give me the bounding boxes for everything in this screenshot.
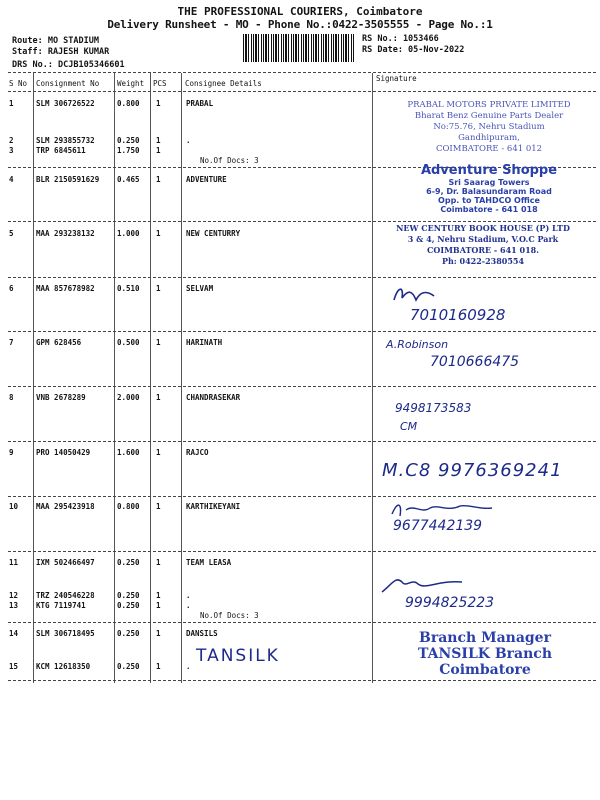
row-pcs: 1 — [156, 136, 161, 145]
row-sno: 10 — [9, 502, 19, 511]
row-consignee: DANSILS — [186, 629, 218, 638]
row-separator — [8, 277, 596, 278]
row-consignment: IXM 502466497 — [36, 558, 95, 567]
table-row — [0, 175, 372, 187]
row-pcs: 1 — [156, 338, 161, 347]
row-sno: 13 — [9, 601, 19, 610]
col-header-consignment: Consignment No — [36, 79, 100, 88]
row-pcs: 1 — [156, 591, 161, 600]
table-row — [0, 99, 372, 111]
row-sno: 9 — [9, 448, 14, 457]
table-row — [0, 229, 372, 241]
row-consignment: KCM 12618350 — [36, 662, 91, 671]
col-header-sno: S No — [9, 79, 28, 88]
row-separator — [8, 386, 596, 387]
header-rule — [8, 91, 596, 92]
row-consignment: MAA 857678982 — [36, 284, 95, 293]
row-weight: 0.250 — [117, 558, 140, 567]
rs-date: RS Date: 05-Nov-2022 — [362, 45, 465, 55]
row-sno: 15 — [9, 662, 19, 671]
row-consignee: . — [186, 591, 191, 600]
table-row — [0, 146, 372, 158]
row-consignee: NEW CENTURRY — [186, 229, 241, 238]
row-weight: 1.750 — [117, 146, 140, 155]
row-weight: 0.465 — [117, 175, 140, 184]
row-pcs: 1 — [156, 502, 161, 511]
row-consignee: . — [186, 601, 191, 610]
stamp-line: Adventure Shoppe — [420, 163, 558, 178]
row-consignment: GPM 628456 — [36, 338, 82, 347]
stamp-line: Sri Saarag Towers — [448, 178, 530, 187]
row-weight: 0.510 — [117, 284, 140, 293]
row-pcs: 1 — [156, 393, 161, 402]
row-sno: 14 — [9, 629, 19, 638]
col-header-weight: Weight — [117, 79, 145, 88]
stamp-line: COIMBATORE - 641 012 — [435, 144, 543, 154]
row-weight: 0.250 — [117, 601, 140, 610]
row-pcs: 1 — [156, 175, 161, 184]
row-consignment: KTG 7119741 — [36, 601, 86, 610]
row-weight: 0.250 — [117, 591, 140, 600]
row-consignee: TEAM LEASA — [186, 558, 232, 567]
stamp-line: NEW CENTURY BOOK HOUSE (P) LTD — [396, 223, 570, 233]
row-weight: 0.500 — [117, 338, 140, 347]
stamp-line: Gandhipuram, — [458, 133, 520, 143]
row-weight: 0.800 — [117, 502, 140, 511]
signature-scribble — [378, 574, 468, 596]
table-row — [0, 448, 372, 460]
row-pcs: 1 — [156, 99, 161, 108]
row-separator — [8, 331, 596, 332]
row-consignment: SLM 306718495 — [36, 629, 95, 638]
row-weight: 1.000 — [117, 229, 140, 238]
stamp-line: 6-9, Dr. Balasundaram Road — [426, 187, 552, 196]
row-consignee: . — [186, 662, 191, 671]
row-pcs: 1 — [156, 229, 161, 238]
handwritten-phone: 7010666475 — [430, 354, 520, 370]
row-pcs: 1 — [156, 146, 161, 155]
row-sno: 2 — [9, 136, 14, 145]
handwritten-name: A.Robinson — [386, 338, 449, 351]
row-consignee: CHANDRASEKAR — [186, 393, 241, 402]
stamp-line: PRABAL MOTORS PRIVATE LIMITED — [407, 100, 571, 110]
row-weight: 0.800 — [117, 99, 140, 108]
row-pcs: 1 — [156, 558, 161, 567]
row-pcs: 1 — [156, 284, 161, 293]
row-separator — [8, 551, 596, 552]
drs-number: DRS No.: DCJB105346601 — [12, 60, 125, 70]
row-separator — [8, 680, 596, 681]
row-consignment: SLM 293855732 — [36, 136, 95, 145]
table-row — [0, 629, 372, 641]
row-separator — [8, 496, 596, 497]
adventure-stamp — [384, 163, 594, 214]
table-row — [0, 393, 372, 405]
staff-label: Staff: RAJESH KUMAR — [12, 47, 110, 57]
table-row — [0, 662, 372, 674]
table-row — [0, 338, 372, 350]
row-pcs: 1 — [156, 448, 161, 457]
row-sno: 6 — [9, 284, 14, 293]
table-row — [0, 601, 372, 613]
table-row — [0, 502, 372, 514]
table-top-rule — [8, 72, 596, 73]
signature-scribble — [390, 284, 440, 306]
docs-count: No.Of Docs: 3 — [200, 611, 259, 620]
row-consignee: SELVAM — [186, 284, 214, 293]
row-weight: 2.000 — [117, 393, 140, 402]
row-consignee: KARTHIKEYANI — [186, 502, 241, 511]
route-label: Route: MO STADIUM — [12, 36, 99, 46]
handwritten-phone: 9994825223 — [405, 595, 495, 611]
row-sno: 3 — [9, 146, 14, 155]
row-separator — [8, 622, 596, 623]
row-sno: 12 — [9, 591, 19, 600]
table-row — [0, 558, 372, 570]
handwritten-phone: 9498173583 — [395, 401, 472, 415]
barcode — [243, 34, 355, 62]
col-header-pcs: PCS — [153, 79, 167, 88]
handwritten-signature: TANSILK — [196, 646, 280, 666]
rs-number: RS No.: 1053466 — [362, 34, 439, 44]
handwritten-initials: CM — [400, 420, 418, 433]
stamp-line: No:75.76, Nehru Stadium — [433, 122, 545, 132]
row-sno: 1 — [9, 99, 14, 108]
table-row — [0, 284, 372, 296]
row-consignment: MAA 295423918 — [36, 502, 95, 511]
stamp-line: Ph: 0422-2380554 — [441, 256, 525, 266]
stamp-line: TANSILK Branch — [417, 646, 553, 662]
stamp-line: Coimbatore — [439, 662, 531, 678]
row-pcs: 1 — [156, 601, 161, 610]
row-weight: 0.250 — [117, 662, 140, 671]
row-weight: 1.600 — [117, 448, 140, 457]
tansilk-stamp — [395, 630, 575, 678]
col-header-signature: Signature — [376, 74, 417, 83]
row-pcs: 1 — [156, 662, 161, 671]
stamp-line: COIMBATORE - 641 018. — [427, 245, 539, 255]
row-consignment: SLM 306726522 — [36, 99, 95, 108]
stamp-line: Coimbatore - 641 018 — [440, 205, 538, 214]
col-divider — [372, 73, 373, 683]
row-pcs: 1 — [156, 629, 161, 638]
row-sno: 5 — [9, 229, 14, 238]
row-sno: 4 — [9, 175, 14, 184]
row-consignee: RAJCO — [186, 448, 209, 457]
row-consignment: MAA 293238132 — [36, 229, 95, 238]
col-header-consignee: Consignee Details — [185, 79, 262, 88]
row-consignment: TRZ 240546228 — [36, 591, 95, 600]
row-weight: 0.250 — [117, 136, 140, 145]
stamp-line: Bharat Benz Genuine Parts Dealer — [414, 111, 564, 121]
handwritten-phone: M.C8 9976369241 — [382, 460, 563, 481]
runsheet-title: Delivery Runsheet - MO - Phone No.:0422-3505555 - Page No.:1 — [107, 18, 493, 31]
row-weight: 0.250 — [117, 629, 140, 638]
stamp-line: Opp. to TAHDCO Office — [438, 196, 540, 205]
row-sno: 11 — [9, 558, 19, 567]
row-separator — [8, 441, 596, 442]
row-consignment: TRP 6845611 — [36, 146, 86, 155]
stamp-line: Branch Manager — [419, 630, 551, 646]
prabal-stamp — [384, 100, 594, 155]
stamp-line: 3 & 4, Nehru Stadium, V.O.C Park — [407, 234, 559, 244]
row-separator — [8, 221, 596, 222]
row-consignee: PRABAL — [186, 99, 214, 108]
signature-scribble — [388, 500, 498, 520]
handwritten-phone: 7010160928 — [410, 306, 506, 324]
row-consignee: ADVENTURE — [186, 175, 227, 184]
row-sno: 8 — [9, 393, 14, 402]
row-consignee: HARINATH — [186, 338, 223, 347]
company-title: THE PROFESSIONAL COURIERS, Coimbatore — [177, 5, 423, 18]
row-consignee: . — [186, 136, 191, 145]
handwritten-phone: 9677442139 — [393, 518, 483, 534]
row-consignment: BLR 2150591629 — [36, 175, 100, 184]
docs-count: No.Of Docs: 3 — [200, 156, 259, 165]
row-consignment: VNB 2678289 — [36, 393, 86, 402]
row-sno: 7 — [9, 338, 14, 347]
new-century-stamp — [368, 223, 598, 267]
row-consignment: PRO 14050429 — [36, 448, 91, 457]
